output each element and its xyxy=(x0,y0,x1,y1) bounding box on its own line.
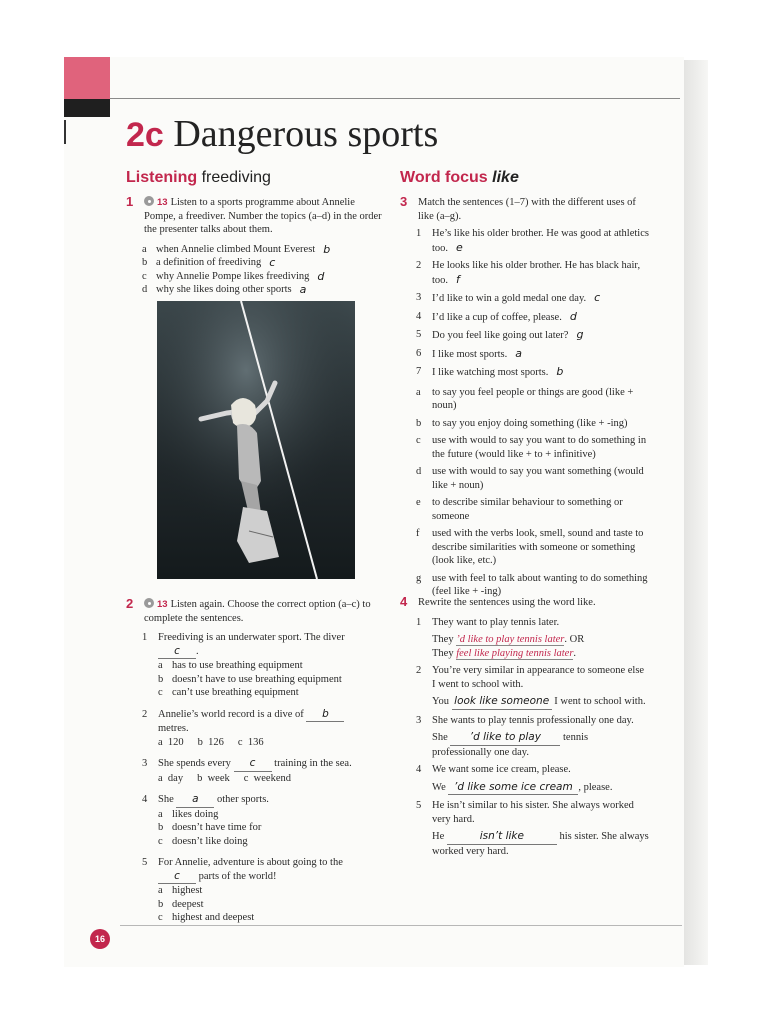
audio-cd-icon xyxy=(144,196,154,206)
question-2: 2 Annelie’s world record is a dive of b metres. xyxy=(142,708,386,736)
list-item: c why Annelie Pompe likes freediving d xyxy=(142,269,325,283)
list-item: a to say you feel people or things are good (like + noun) xyxy=(416,386,634,411)
track-number: 13 xyxy=(157,599,168,610)
section-dark-tab xyxy=(64,99,110,117)
option: b doesn’t have to use breathing equipment xyxy=(158,673,342,685)
list-item: c use with would to say you want to do something in the future (would like + to + infinitive) xyxy=(416,435,647,460)
question-2: 2 You’re very similar in appearance to someone else I went to school with. xyxy=(416,665,645,690)
exercise-2-block xyxy=(126,598,386,925)
question-3: 3 She wants to play tennis professionally one day. xyxy=(416,714,634,726)
header-rule xyxy=(110,98,680,99)
list-item: g use with feel to talk about wanting to do something (feel like + -ing) xyxy=(416,572,648,597)
handwritten-answer: g xyxy=(576,328,584,341)
word-focus-column xyxy=(400,168,650,599)
exercise-number: 4 xyxy=(400,594,408,609)
listening-heading: Listening freediving xyxy=(126,169,271,186)
answer-line: She ’d like to play tennis professionally one day. xyxy=(432,731,589,758)
handwritten-answer: c xyxy=(594,291,601,304)
exercise-number: 3 xyxy=(400,194,408,209)
answer-blank: c xyxy=(158,645,196,660)
list-item: e to describe similar behaviour to something or someone xyxy=(416,497,623,522)
option: c doesn’t like doing xyxy=(158,835,248,847)
list-item: 7 I like watching most sports. b xyxy=(416,365,564,378)
handwritten-answer: look like someone xyxy=(452,695,552,710)
option: a likes doing xyxy=(158,808,219,820)
exercise-1 xyxy=(126,196,386,237)
handwritten-answer: f xyxy=(456,272,460,286)
question-1: 1 They want to play tennis later. xyxy=(416,616,560,628)
page-edge-shadow xyxy=(684,60,708,965)
exercise-number: 2 xyxy=(126,596,134,611)
handwritten-answer: e xyxy=(456,240,463,254)
list-item: 6 I like most sports. a xyxy=(416,346,522,360)
printed-answer: ’d like to play tennis later xyxy=(456,634,565,645)
list-item: 3 I’d like to win a gold medal one day. c xyxy=(416,291,601,304)
options-row: a 120 b 126 c 136 xyxy=(158,736,264,748)
handwritten-answer: a xyxy=(515,346,522,360)
handwritten-answer: isn’t like xyxy=(447,830,557,845)
handwritten-answer: d xyxy=(317,269,325,283)
audio-cd-icon xyxy=(144,598,154,608)
lesson-title: Dangerous sports xyxy=(173,113,439,155)
question-4: 4 She a other sports. xyxy=(142,793,386,808)
exercise-instruction: Rewrite the sentences using the word like. xyxy=(418,597,596,608)
list-item: d why she likes doing other sports a xyxy=(142,283,307,296)
handwritten-answer: ’d like to play xyxy=(450,731,560,746)
section-color-tab xyxy=(64,57,110,99)
exercise-3 xyxy=(400,196,650,223)
margin-mark xyxy=(64,120,66,144)
printed-answer: feel like playing tennis later xyxy=(456,647,574,659)
answer-line: They feel like playing tennis later. xyxy=(432,647,577,659)
handwritten-answer: ’d like some ice cream xyxy=(448,781,578,796)
answer-line: You look like someone I went to school with. xyxy=(432,695,650,710)
answer-blank: a xyxy=(176,793,214,808)
page-title xyxy=(126,112,438,157)
list-item: 4 I’d like a cup of coffee, please. d xyxy=(416,309,577,323)
handwritten-answer: c xyxy=(269,256,276,269)
page-number-badge: 16 xyxy=(90,929,110,949)
option: c highest and deepest xyxy=(158,912,255,923)
list-item: b to say you enjoy doing something (like + -ing) xyxy=(416,417,628,429)
answer-line: He isn’t like his sister. She always worked very hard. xyxy=(432,830,649,857)
track-number: 13 xyxy=(157,197,168,208)
question-4: 4 We want some ice cream, please. xyxy=(416,764,571,775)
list-item: f used with the verbs look, smell, sound and taste to describe similarities with someone or something (look like, etc.) xyxy=(416,528,644,566)
list-item: a when Annelie climbed Mount Everest b xyxy=(142,242,331,256)
option: c can’t use breathing equipment xyxy=(158,687,299,698)
question-5: 5 He isn’t similar to his sister. She always worked very hard. xyxy=(416,800,634,825)
list-item: 5 Do you feel like going out later? g xyxy=(416,328,584,341)
exercise-instruction: Listen to a sports programme about Annelie Pompe, a freediver. Number the topics (a–d) in the order the presenter talks about them. xyxy=(144,197,382,235)
handwritten-answer: b xyxy=(323,242,331,256)
option: b deepest xyxy=(158,898,204,910)
answer-blank: c xyxy=(234,757,272,772)
list-item: b a definition of freediving c xyxy=(142,256,276,269)
handwritten-answer: d xyxy=(569,309,577,323)
answer-line: They ’d like to play tennis later. OR xyxy=(432,634,585,645)
options-row: a day b week c weekend xyxy=(158,772,291,784)
freediver-photo xyxy=(157,301,355,579)
list-item: d use with would to say you want something (would like + noun) xyxy=(416,466,644,491)
footer-rule xyxy=(120,925,682,926)
exercise-4-block xyxy=(400,596,650,858)
question-5: 5 For Annelie, adventure is about going to the c parts of the world! xyxy=(142,856,386,884)
question-3: 3 She spends every c training in the sea. xyxy=(142,757,386,772)
listening-column xyxy=(126,168,386,297)
list-item: 1 He’s like his older brother. He was good at athletics too. e xyxy=(416,228,649,254)
answer-blank: b xyxy=(306,708,344,723)
exercise-instruction: Listen again. Choose the correct option (a–c) to complete the sentences. xyxy=(144,599,371,624)
uses-list xyxy=(400,386,650,599)
handwritten-answer: b xyxy=(556,365,564,378)
exercise-2 xyxy=(126,598,386,625)
handwritten-answer: a xyxy=(299,283,307,296)
answer-blank: c xyxy=(158,870,196,885)
word-focus-heading: Word focus like xyxy=(400,169,519,186)
exercise-instruction: Match the sentences (1–7) with the different uses of like (a–g). xyxy=(418,197,636,222)
option: a highest xyxy=(158,885,203,896)
topic-list xyxy=(126,243,386,297)
freediver-illustration xyxy=(157,301,355,579)
option: b doesn’t have time for xyxy=(158,822,262,833)
question-1: 1 Freediving is an underwater sport. The diver c . xyxy=(142,631,386,659)
exercise-number: 1 xyxy=(126,194,134,209)
option: a has to use breathing equipment xyxy=(158,660,303,671)
sentence-list xyxy=(400,227,650,380)
list-item: 2 He looks like his older brother. He has black hair, too. f xyxy=(416,260,641,286)
exercise-4 xyxy=(400,596,650,610)
lesson-number: 2c xyxy=(126,116,164,154)
answer-line: We ’d like some ice cream , please. xyxy=(432,781,650,796)
